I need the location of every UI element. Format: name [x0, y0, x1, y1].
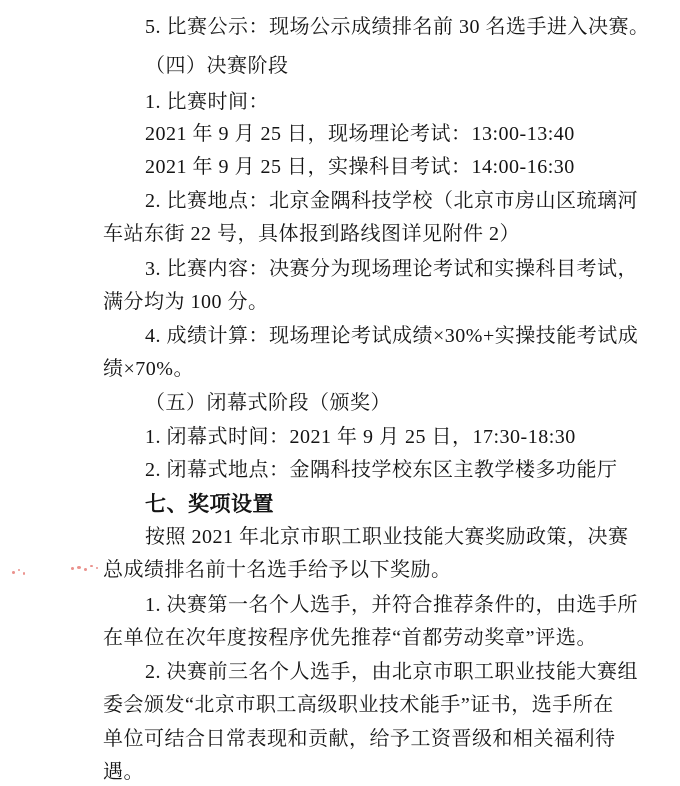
final-stage-title: （四）决赛阶段 — [145, 55, 289, 77]
closing-venue: 2. 闭幕式地点：金隅科技学校东区主教学楼多功能厅 — [145, 459, 618, 481]
awards-intro-line1: 按照 2021 年北京市职工职业技能大赛奖励政策，决赛 — [145, 526, 629, 548]
final-content-line2: 满分均为 100 分。 — [103, 291, 269, 313]
final-score-line1: 4. 成绩计算：现场理论考试成绩×30%+实操技能考试成 — [145, 325, 639, 347]
final-venue-line2: 车站东街 22 号，具体报到路线图详见附件 2） — [103, 223, 520, 245]
final-venue-line1: 2. 比赛地点：北京金隅科技学校（北京市房山区琉璃河 — [145, 190, 638, 212]
closing-time: 1. 闭幕式时间：2021 年 9 月 25 日，17:30-18:30 — [145, 426, 576, 448]
final-content-line1: 3. 比赛内容：决赛分为现场理论考试和实操科目考试， — [145, 258, 638, 280]
award2-line3: 单位可结合日常表现和贡献，给予工资晋级和相关福利待 — [103, 728, 616, 750]
award2-line4: 遇。 — [103, 761, 144, 783]
final-publicity-line: 5. 比赛公示：现场公示成绩排名前 30 名选手进入决赛。 — [145, 16, 650, 38]
final-time-practice: 2021 年 9 月 25 日，实操科目考试：14:00-16:30 — [145, 156, 575, 178]
award1-line2: 在单位在次年度按程序优先推荐“首都劳动奖章”评选。 — [103, 627, 597, 649]
section-7-heading: 七、奖项设置 — [145, 492, 274, 516]
award2-line1: 2. 决赛前三名个人选手，由北京市职工职业技能大赛组 — [145, 661, 638, 683]
awards-intro-line2: 总成绩排名前十名选手给予以下奖励。 — [103, 559, 452, 581]
final-time-label: 1. 比赛时间： — [145, 91, 269, 113]
award1-line1: 1. 决赛第一名个人选手，并符合推荐条件的，由选手所 — [145, 594, 638, 616]
final-time-theory: 2021 年 9 月 25 日，现场理论考试：13:00-13:40 — [145, 123, 575, 145]
closing-stage-title: （五）闭幕式阶段（颁奖） — [145, 392, 391, 414]
final-score-line2: 绩×70%。 — [103, 358, 194, 380]
award2-line2: 委会颁发“北京市职工高级职业技术能手”证书，选手所在 — [103, 694, 614, 716]
